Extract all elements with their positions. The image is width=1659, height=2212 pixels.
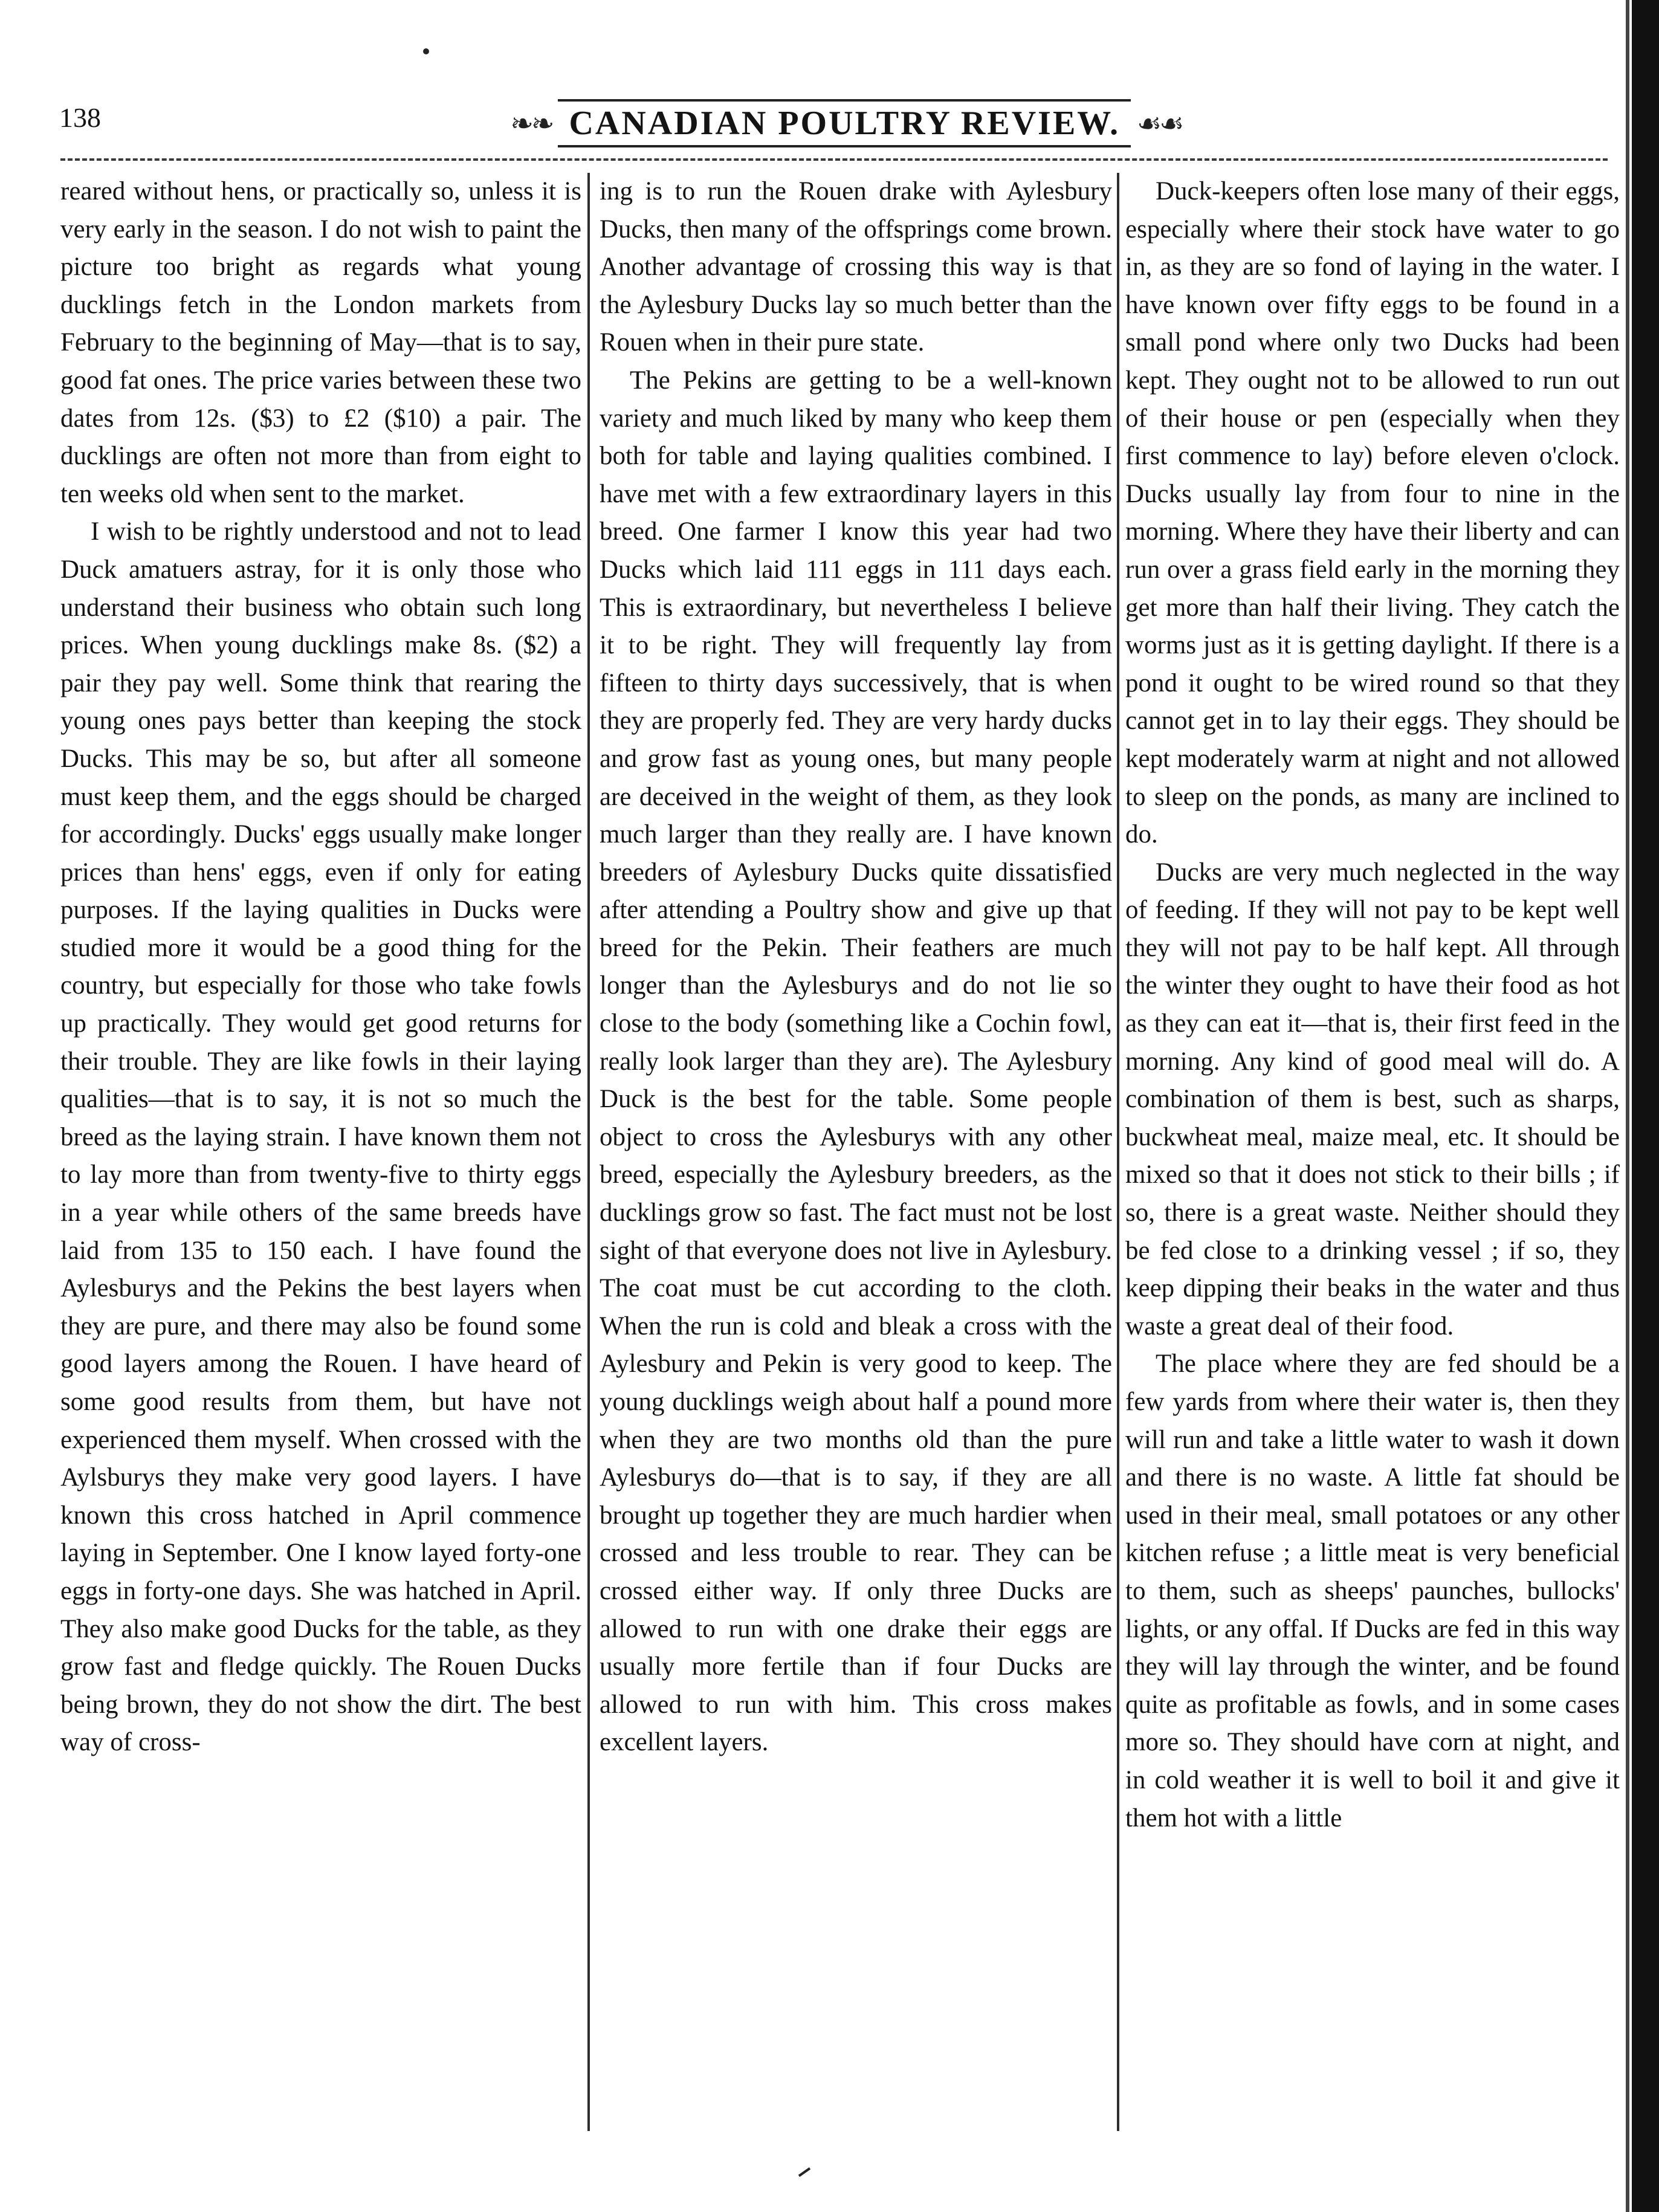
- masthead: [510, 91, 1182, 156]
- column-divider: [587, 173, 590, 2131]
- paragraph: I wish to be rightly understood and not to lead Duck amatuers astray, for it is only those who understand their business who obtain such long prices. When young ducklings make 8s. ($2) a pair they pay well. Some think that rearing the young ones pays better than keeping the stock Ducks. This may be so, but after all someone must keep them, and the eggs should be charged for accordingly. Ducks' eggs usually make longer prices than hens' eggs, even if only for eating purposes. If the laying qualities in Ducks were studied more it would be a good thing for the country, but especially for those who take fowls up practically. They would get good returns for their trouble. They are like fowls in their laying qualities—that is to say, it is not so much the breed as the laying strain. I have known them not to lay more than from twenty-five to thirty eggs in a year while others of the same breeds have laid from 135 to 150 each. I have found the Aylesburys and the Pekins the best layers when they are pure, and there may also be found some good layers among the Rouen. I have heard of some good results from them, but have not experienced them myself. When crossed with the Aylsburys they make very good layers. I have known this cross hatched in April commence laying in September. One I know layed forty-one eggs in forty-one days. She was hatched in April. They also make good Ducks for the table, as they grow fast and fledge quickly. The Rouen Ducks being brown, they do not show the dirt. The best way of cross-: [60, 517, 581, 1757]
- paragraph: ing is to run the Rouen drake with Aylesbury Ducks, then many of the offsprings come brown. Another advantage of crossing this way is that the Aylesbury Ducks lay so much better than the Rouen when in their pure state.: [600, 177, 1112, 357]
- scan-edge-shadow: [1626, 0, 1629, 2212]
- left-ornament-icon: ❧❧: [510, 107, 552, 140]
- journal-title: CANADIAN POULTRY REVIEW.: [558, 99, 1131, 147]
- text-column-1: [60, 173, 581, 2131]
- text-column-2: [600, 173, 1112, 2131]
- stray-ink-mark: [798, 2167, 810, 2177]
- stray-ink-dot: [423, 48, 429, 54]
- page-number: 138: [59, 102, 101, 133]
- text-column-3: [1125, 173, 1620, 2131]
- paragraph: Duck-keepers often lose many of their eggs, especially where their stock have water to go in, as they are so fond of laying in the water. I have known over fifty eggs to be found in a small pond where only two Ducks had been kept. They ought not to be allowed to run out of their house or pen (especially when they first commence to lay) before eleven o'clock. Ducks usually lay from four to nine in the morning. Where they have their liberty and can run over a grass field early in the morning they get more than half their living. They catch the worms just as it is getting daylight. If there is a pond it ought to be wired round so that they cannot get in to lay their eggs. They should be kept moderately warm at night and not allowed to sleep on the ponds, as many are inclined to do.: [1125, 177, 1620, 849]
- paragraph: The place where they are fed should be a few yards from where their water is, then they will run and take a little water to wash it down and there is no waste. A little fat should be used in their meal, small potatoes or any other kitchen refuse ; a little meat is very beneficial to them, such as sheeps' paunches, bullocks' lights, or any offal. If Ducks are fed in this way they will lay through the winter, and be found quite as profitable as fowls, and in some cases more so. They should have corn at night, and in cold weather it is well to boil it and give it them hot with a little: [1125, 1350, 1620, 1832]
- paragraph: reared without hens, or practically so, unless it is very early in the season. I do not wish to paint the picture too bright as regards what young ducklings fetch in the London markets from February to the beginning of May—that is to say, good fat ones. The price varies between these two dates from 12s. ($3) to £2 ($10) a pair. The ducklings are often not more than from eight to ten weeks old when sent to the market.: [60, 177, 581, 508]
- header-rule: [60, 158, 1608, 161]
- paragraph: The Pekins are getting to be a well-known variety and much liked by many who keep them both for table and laying qualities combined. I have met with a few extraordinary layers in this breed. One farmer I know this year had two Ducks which laid 111 eggs in 111 days each. This is extraordinary, but nevertheless I believe it to be right. They will frequently lay from fifteen to thirty days successively, that is when they are properly fed. They are very hardy ducks and grow fast as young ones, but many people are deceived in the weight of them, as they look much larger than they really are. I have known breeders of Aylesbury Ducks quite dissatisfied after attending a Poultry show and give up that breed for the Pekin. Their feathers are much longer than the Aylesburys and do not lie so close to the body (something like a Cochin fowl, really look larger than they are). The Aylesbury Duck is the best for the table. Some people object to cross the Aylesburys with any other breed, especially the Aylesbury breeders, as the ducklings grow so fast. The fact must not be lost sight of that everyone does not live in Aylesbury. The coat must be cut according to the cloth. When the run is cold and bleak a cross with the Aylesbury and Pekin is very good to keep. The young ducklings weigh about half a pound more when they are two months old than the pure Aylesburys do—that is to say, if they are all brought up together they are much hardier when crossed and less trouble to rear. They can be crossed either way. If only three Ducks are allowed to run with one drake their eggs are usually more fertile than if four Ducks are allowed to run with him. This cross makes excellent layers.: [600, 366, 1112, 1757]
- scan-edge-bar: [1632, 0, 1659, 2212]
- right-ornament-icon: ☙☙: [1137, 107, 1182, 140]
- paragraph: Ducks are very much neglected in the way of feeding. If they will not pay to be kept well they will not pay to be half kept. All through the winter they ought to have their food as hot as they can eat it—that is, their first feed in the morning. Any kind of good meal will do. A combination of them is best, such as sharps, buckwheat meal, maize meal, etc. It should be mixed so that it does not stick to their bills ; if so, there is a great waste. Neither should they be fed close to a drinking vessel ; if so, they keep dipping their beaks in the water and thus waste a great deal of their food.: [1125, 858, 1620, 1340]
- column-divider: [1117, 173, 1119, 2131]
